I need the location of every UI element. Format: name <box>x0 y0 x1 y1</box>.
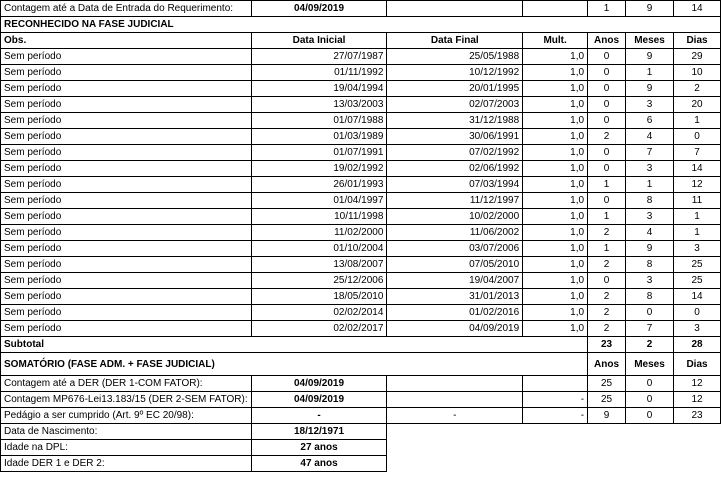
period-data-inicial: 19/02/1992 <box>251 161 387 177</box>
period-obs: Sem período <box>1 145 252 161</box>
period-dias: 1 <box>674 209 721 225</box>
sum-row <box>1 376 721 392</box>
blank-area <box>387 456 721 472</box>
period-meses: 8 <box>626 193 674 209</box>
section2-header-anos: Anos <box>588 353 626 376</box>
period-dias: 25 <box>674 273 721 289</box>
period-anos: 0 <box>588 65 626 81</box>
period-anos: 2 <box>588 129 626 145</box>
period-meses: 0 <box>626 305 674 321</box>
period-mult: 1,0 <box>523 49 588 65</box>
empty-cell <box>523 1 588 17</box>
period-data-inicial: 01/10/2004 <box>251 241 387 257</box>
period-dias: 10 <box>674 65 721 81</box>
period-meses: 3 <box>626 273 674 289</box>
personal-label: Idade DER 1 e DER 2: <box>1 456 252 472</box>
period-dias: 2 <box>674 81 721 97</box>
period-obs: Sem período <box>1 113 252 129</box>
period-anos: 0 <box>588 145 626 161</box>
header-meses: Meses <box>626 33 674 49</box>
period-dias: 0 <box>674 305 721 321</box>
period-row <box>1 49 721 65</box>
sum-mult: - <box>523 392 588 408</box>
subtotal-dias: 28 <box>674 337 721 353</box>
period-data-final: 19/04/2007 <box>387 273 523 289</box>
period-data-inicial: 10/11/1998 <box>251 209 387 225</box>
period-data-final: 31/01/2013 <box>387 289 523 305</box>
period-dias: 29 <box>674 49 721 65</box>
period-dias: 7 <box>674 145 721 161</box>
sum-row <box>1 408 721 424</box>
period-mult: 1,0 <box>523 97 588 113</box>
period-anos: 1 <box>588 241 626 257</box>
sum-meses: 0 <box>626 408 674 424</box>
period-dias: 11 <box>674 193 721 209</box>
period-anos: 0 <box>588 161 626 177</box>
period-row <box>1 241 721 257</box>
period-dias: 12 <box>674 177 721 193</box>
period-mult: 1,0 <box>523 225 588 241</box>
sum-date: 04/09/2019 <box>251 376 387 392</box>
period-meses: 3 <box>626 209 674 225</box>
sum-meses: 0 <box>626 392 674 408</box>
period-anos: 2 <box>588 225 626 241</box>
period-mult: 1,0 <box>523 321 588 337</box>
der-count-date: 04/09/2019 <box>251 1 387 17</box>
header-data-final: Data Final <box>387 33 523 49</box>
period-data-final: 03/07/2006 <box>387 241 523 257</box>
period-data-inicial: 01/07/1991 <box>251 145 387 161</box>
period-mult: 1,0 <box>523 81 588 97</box>
period-data-inicial: 18/05/2010 <box>251 289 387 305</box>
period-mult: 1,0 <box>523 273 588 289</box>
subtotal-row <box>1 337 721 353</box>
personal-label: Idade na DPL: <box>1 440 252 456</box>
sum-anos: 25 <box>588 392 626 408</box>
period-dias: 3 <box>674 321 721 337</box>
period-row <box>1 289 721 305</box>
sum-col3 <box>387 392 523 408</box>
period-data-final: 25/05/1988 <box>387 49 523 65</box>
period-meses: 9 <box>626 241 674 257</box>
period-anos: 2 <box>588 321 626 337</box>
section1-header-row <box>1 33 721 49</box>
sum-label: Pedágio a ser cumprido (Art. 9º EC 20/98): <box>1 408 252 424</box>
period-mult: 1,0 <box>523 209 588 225</box>
period-data-inicial: 27/07/1987 <box>251 49 387 65</box>
personal-rows <box>1 424 721 472</box>
period-mult: 1,0 <box>523 241 588 257</box>
period-row <box>1 161 721 177</box>
personal-row <box>1 440 721 456</box>
period-meses: 7 <box>626 145 674 161</box>
period-data-final: 30/06/1991 <box>387 129 523 145</box>
period-mult: 1,0 <box>523 161 588 177</box>
period-row <box>1 193 721 209</box>
period-data-inicial: 02/02/2017 <box>251 321 387 337</box>
period-rows <box>1 49 721 337</box>
period-mult: 1,0 <box>523 257 588 273</box>
period-anos: 2 <box>588 305 626 321</box>
period-mult: 1,0 <box>523 113 588 129</box>
der-count-row <box>1 1 721 17</box>
period-mult: 1,0 <box>523 177 588 193</box>
period-mult: 1,0 <box>523 65 588 81</box>
period-data-inicial: 01/04/1997 <box>251 193 387 209</box>
period-row <box>1 257 721 273</box>
period-dias: 0 <box>674 129 721 145</box>
period-anos: 0 <box>588 113 626 129</box>
period-data-final: 10/02/2000 <box>387 209 523 225</box>
period-anos: 1 <box>588 209 626 225</box>
der-count-meses: 9 <box>626 1 674 17</box>
period-data-final: 07/03/1994 <box>387 177 523 193</box>
period-obs: Sem período <box>1 81 252 97</box>
period-mult: 1,0 <box>523 145 588 161</box>
sum-dias: 12 <box>674 376 721 392</box>
period-meses: 7 <box>626 321 674 337</box>
personal-value: 18/12/1971 <box>251 424 387 440</box>
section2-title: SOMATÓRIO (FASE ADM. + FASE JUDICIAL) <box>1 353 588 376</box>
period-dias: 14 <box>674 161 721 177</box>
period-row <box>1 209 721 225</box>
sum-anos: 25 <box>588 376 626 392</box>
section2-header-meses: Meses <box>626 353 674 376</box>
period-obs: Sem período <box>1 289 252 305</box>
period-data-inicial: 25/12/2006 <box>251 273 387 289</box>
period-obs: Sem período <box>1 97 252 113</box>
blank-area <box>387 440 721 456</box>
period-dias: 1 <box>674 225 721 241</box>
period-mult: 1,0 <box>523 305 588 321</box>
period-obs: Sem período <box>1 321 252 337</box>
header-mult: Mult. <box>523 33 588 49</box>
period-obs: Sem período <box>1 209 252 225</box>
section1-title-row <box>1 17 721 33</box>
der-count-anos: 1 <box>588 1 626 17</box>
period-data-final: 11/12/1997 <box>387 193 523 209</box>
period-data-final: 07/02/1992 <box>387 145 523 161</box>
period-obs: Sem período <box>1 241 252 257</box>
subtotal-meses: 2 <box>626 337 674 353</box>
period-meses: 3 <box>626 161 674 177</box>
period-meses: 3 <box>626 97 674 113</box>
sum-row <box>1 392 721 408</box>
period-obs: Sem período <box>1 129 252 145</box>
sum-dias: 12 <box>674 392 721 408</box>
period-data-inicial: 11/02/2000 <box>251 225 387 241</box>
period-meses: 6 <box>626 113 674 129</box>
period-data-inicial: 19/04/1994 <box>251 81 387 97</box>
period-data-final: 07/05/2010 <box>387 257 523 273</box>
section1-title: RECONHECIDO NA FASE JUDICIAL <box>1 17 721 33</box>
period-dias: 1 <box>674 113 721 129</box>
period-obs: Sem período <box>1 161 252 177</box>
period-anos: 0 <box>588 97 626 113</box>
period-data-final: 20/01/1995 <box>387 81 523 97</box>
period-dias: 14 <box>674 289 721 305</box>
period-data-final: 02/07/2003 <box>387 97 523 113</box>
header-anos: Anos <box>588 33 626 49</box>
period-row <box>1 273 721 289</box>
sum-dias: 23 <box>674 408 721 424</box>
period-row <box>1 97 721 113</box>
period-data-inicial: 26/01/1993 <box>251 177 387 193</box>
period-obs: Sem período <box>1 225 252 241</box>
period-data-final: 04/09/2019 <box>387 321 523 337</box>
period-dias: 20 <box>674 97 721 113</box>
period-row <box>1 305 721 321</box>
header-data-inicial: Data Inicial <box>251 33 387 49</box>
period-data-inicial: 13/08/2007 <box>251 257 387 273</box>
period-row <box>1 113 721 129</box>
period-meses: 1 <box>626 177 674 193</box>
period-row <box>1 321 721 337</box>
sum-meses: 0 <box>626 376 674 392</box>
period-data-inicial: 01/11/1992 <box>251 65 387 81</box>
period-row <box>1 129 721 145</box>
empty-cell <box>387 1 523 17</box>
period-mult: 1,0 <box>523 289 588 305</box>
period-obs: Sem período <box>1 177 252 193</box>
personal-label: Data de Nascimento: <box>1 424 252 440</box>
period-data-final: 11/06/2002 <box>387 225 523 241</box>
period-dias: 25 <box>674 257 721 273</box>
personal-value: 27 anos <box>251 440 387 456</box>
period-row <box>1 65 721 81</box>
sum-rows <box>1 376 721 424</box>
subtotal-label: Subtotal <box>1 337 588 353</box>
period-data-inicial: 01/07/1988 <box>251 113 387 129</box>
period-data-final: 02/06/1992 <box>387 161 523 177</box>
period-anos: 1 <box>588 177 626 193</box>
sum-date: - <box>251 408 387 424</box>
period-data-final: 10/12/1992 <box>387 65 523 81</box>
period-mult: 1,0 <box>523 193 588 209</box>
period-mult: 1,0 <box>523 129 588 145</box>
personal-value: 47 anos <box>251 456 387 472</box>
period-data-final: 31/12/1988 <box>387 113 523 129</box>
period-meses: 1 <box>626 65 674 81</box>
period-data-inicial: 13/03/2003 <box>251 97 387 113</box>
personal-row <box>1 456 721 472</box>
blank-area <box>387 424 721 440</box>
period-data-inicial: 02/02/2014 <box>251 305 387 321</box>
sum-mult: - <box>523 408 588 424</box>
period-obs: Sem período <box>1 65 252 81</box>
subtotal-anos: 23 <box>588 337 626 353</box>
der-count-label: Contagem até a Data de Entrada do Requerimento: <box>1 1 252 17</box>
period-meses: 8 <box>626 257 674 273</box>
period-row <box>1 145 721 161</box>
sum-date: 04/09/2019 <box>251 392 387 408</box>
period-anos: 2 <box>588 289 626 305</box>
period-anos: 0 <box>588 49 626 65</box>
personal-row <box>1 424 721 440</box>
period-obs: Sem período <box>1 305 252 321</box>
period-meses: 9 <box>626 81 674 97</box>
period-anos: 0 <box>588 193 626 209</box>
period-anos: 2 <box>588 257 626 273</box>
sum-mult <box>523 376 588 392</box>
period-meses: 8 <box>626 289 674 305</box>
period-anos: 0 <box>588 81 626 97</box>
period-data-final: 01/02/2016 <box>387 305 523 321</box>
sum-anos: 9 <box>588 408 626 424</box>
header-obs: Obs. <box>1 33 252 49</box>
header-dias: Dias <box>674 33 721 49</box>
period-obs: Sem período <box>1 257 252 273</box>
period-obs: Sem período <box>1 273 252 289</box>
period-meses: 4 <box>626 129 674 145</box>
period-anos: 0 <box>588 273 626 289</box>
section2-title-row <box>1 353 721 376</box>
der-count-dias: 14 <box>674 1 721 17</box>
sum-col3 <box>387 376 523 392</box>
period-obs: Sem período <box>1 193 252 209</box>
period-row <box>1 225 721 241</box>
period-meses: 9 <box>626 49 674 65</box>
period-data-inicial: 01/03/1989 <box>251 129 387 145</box>
period-dias: 3 <box>674 241 721 257</box>
period-obs: Sem período <box>1 49 252 65</box>
sum-label: Contagem até a DER (DER 1-COM FATOR): <box>1 376 252 392</box>
section2-header-dias: Dias <box>674 353 721 376</box>
sum-label: Contagem MP676-Lei13.183/15 (DER 2-SEM FATOR): <box>1 392 252 408</box>
period-row <box>1 81 721 97</box>
sum-col3: - <box>387 408 523 424</box>
period-row <box>1 177 721 193</box>
period-meses: 4 <box>626 225 674 241</box>
